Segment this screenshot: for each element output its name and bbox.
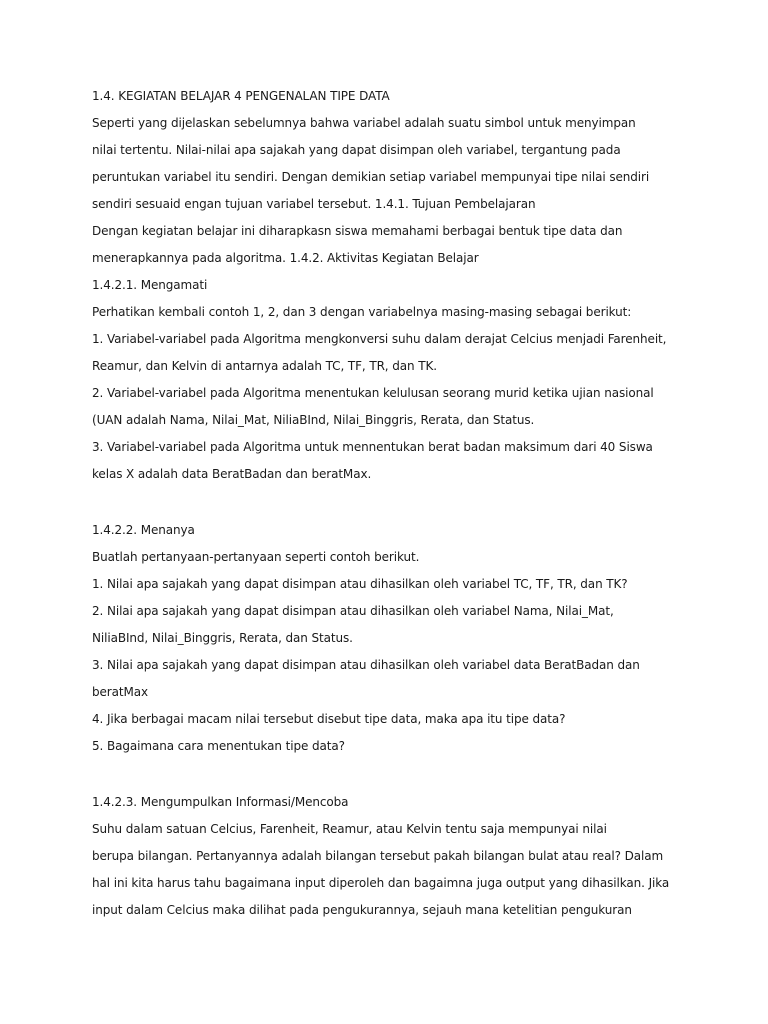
list-item-line: 2. Variabel-variabel pada Algoritma menentukan kelulusan seorang murid ketika ujian nasional bbox=[92, 386, 654, 400]
list-item-line: 2. Nilai apa sajakah yang dapat disimpan atau dihasilkan oleh variabel Nama, Nilai_Mat, bbox=[92, 604, 614, 618]
paragraph-line: peruntukan variabel itu sendiri. Dengan demikian setiap variabel mempunyai tipe nilai sendiri bbox=[92, 170, 650, 184]
list-item-line: 3. Variabel-variabel pada Algoritma untuk mennentukan berat badan maksimum dari 40 Siswa bbox=[92, 440, 653, 454]
section-heading: 1.4. KEGIATAN BELAJAR 4 PENGENALAN TIPE DATA bbox=[92, 89, 390, 103]
paragraph-line: hal ini kita harus tahu bagaimana input diperoleh dan bagaimna juga output yang dihasilkan. Jika bbox=[92, 876, 670, 890]
paragraph-line: Suhu dalam satuan Celcius, Farenheit, Reamur, atau Kelvin tentu saja mempunyai nilai bbox=[92, 822, 607, 836]
list-item-line: 3. Nilai apa sajakah yang dapat disimpan atau dihasilkan oleh variabel data BeratBadan dan bbox=[92, 658, 640, 672]
list-item-line: Reamur, dan Kelvin di antarnya adalah TC, TF, TR, dan TK. bbox=[92, 359, 437, 373]
list-item-line: (UAN adalah Nama, Nilai_Mat, NiliaBInd, Nilai_Binggris, Rerata, dan Status. bbox=[92, 413, 535, 427]
subsection-heading: 1.4.2.3. Mengumpulkan Informasi/Mencoba bbox=[92, 795, 349, 809]
list-item-line: 4. Jika berbagai macam nilai tersebut disebut tipe data, maka apa itu tipe data? bbox=[92, 712, 566, 726]
paragraph-line: Dengan kegiatan belajar ini diharapkasn siswa memahami berbagai bentuk tipe data dan bbox=[92, 224, 623, 238]
subsection-heading: 1.4.2.1. Mengamati bbox=[92, 278, 208, 292]
paragraph-line: sendiri sesuaid engan tujuan variabel tersebut. 1.4.1. Tujuan Pembelajaran bbox=[92, 197, 536, 211]
list-item-line: 1. Nilai apa sajakah yang dapat disimpan atau dihasilkan oleh variabel TC, TF, TR, dan TK? bbox=[92, 577, 628, 591]
paragraph-line: Seperti yang dijelaskan sebelumnya bahwa variabel adalah suatu simbol untuk menyimpan bbox=[92, 116, 636, 130]
list-item-line: kelas X adalah data BeratBadan dan beratMax. bbox=[92, 467, 372, 481]
paragraph-line: berupa bilangan. Pertanyannya adalah bilangan tersebut pakah bilangan bulat atau real? Dalam bbox=[92, 849, 664, 863]
list-item-line: 5. Bagaimana cara menentukan tipe data? bbox=[92, 739, 345, 753]
paragraph-line: Perhatikan kembali contoh 1, 2, dan 3 dengan variabelnya masing-masing sebagai berikut: bbox=[92, 305, 632, 319]
subsection-heading: 1.4.2.2. Menanya bbox=[92, 523, 195, 537]
paragraph-line: Buatlah pertanyaan-pertanyaan seperti contoh berikut. bbox=[92, 550, 420, 564]
paragraph-line: input dalam Celcius maka dilihat pada pengukurannya, sejauh mana ketelitian pengukuran bbox=[92, 903, 632, 917]
paragraph-line: nilai tertentu. Nilai-nilai apa sajakah yang dapat disimpan oleh variabel, tergantung pada bbox=[92, 143, 621, 157]
list-item-line: NiliaBInd, Nilai_Binggris, Rerata, dan Status. bbox=[92, 631, 353, 645]
list-item-line: 1. Variabel-variabel pada Algoritma mengkonversi suhu dalam derajat Celcius menjadi Farenheit, bbox=[92, 332, 667, 346]
paragraph-line: menerapkannya pada algoritma. 1.4.2. Aktivitas Kegiatan Belajar bbox=[92, 251, 479, 265]
list-item-line: beratMax bbox=[92, 685, 149, 699]
